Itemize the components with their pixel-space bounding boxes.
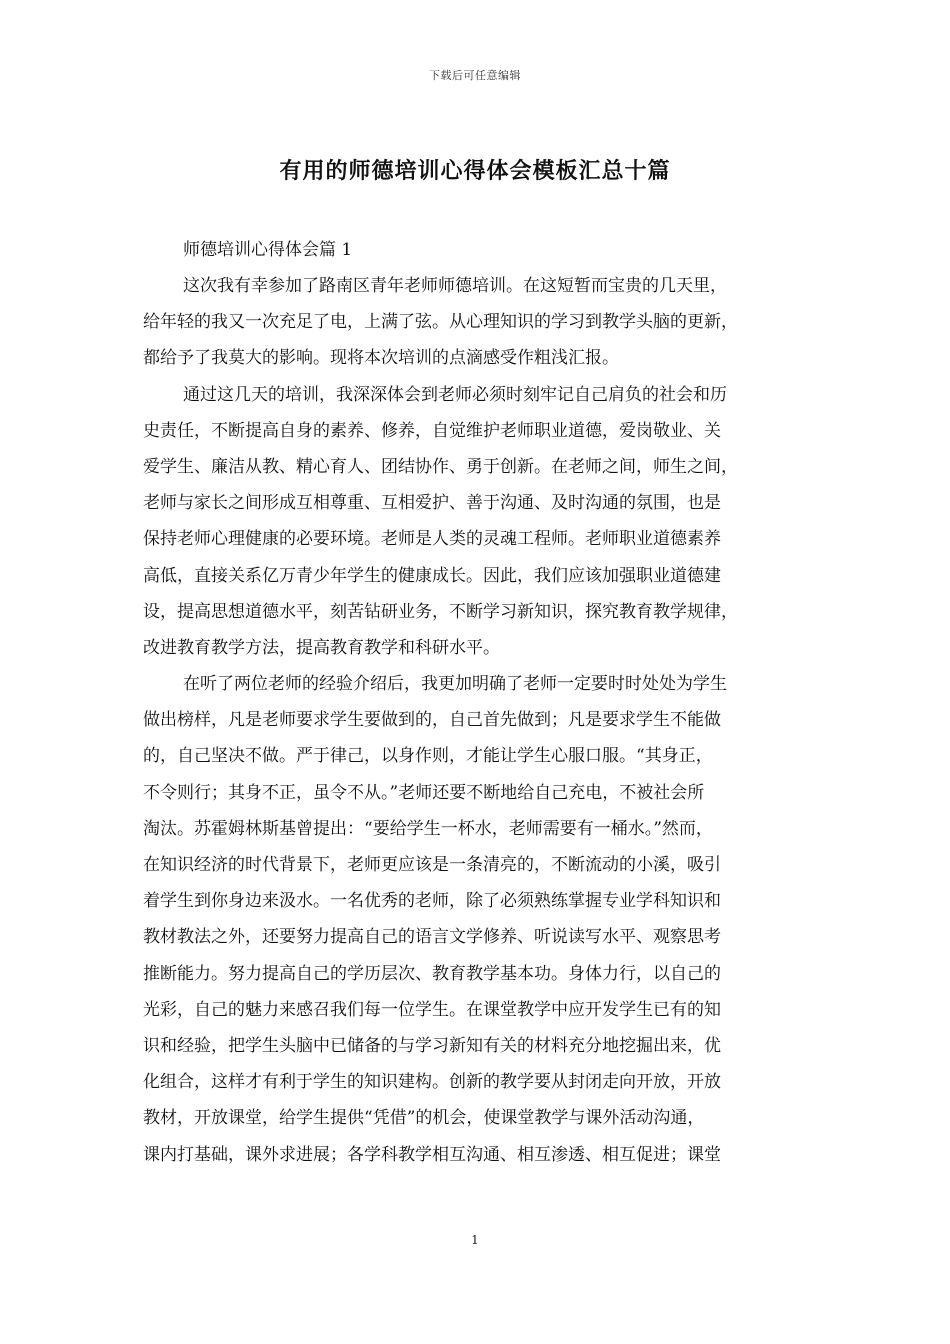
text-line: 光彩，自己的魅力来感召我们每一位学生。在课堂教学中应开发学生已有的知: [143, 999, 721, 1020]
text-line: 教材，开放课堂，给学生提供“凭借”的机会，使课堂教学与课外活动沟通，: [143, 1108, 705, 1129]
text-line: 都给予了我莫大的影响。现将本次培训的点滴感受作粗浅汇报。: [143, 348, 619, 369]
text-line: 爱学生、廉洁从教、精心育人、团结协作、勇于创新。在老师之间，师生之间，: [143, 456, 738, 477]
document-body: [143, 232, 819, 1173]
text-line: 教材教法之外，还要努力提高自己的语言文学修养、听说读写水平、观察思考: [143, 927, 721, 948]
text-line: 这次我有幸参加了路南区青年老师师德培训。在这短暂而宝贵的几天里，: [183, 276, 727, 296]
text-line: 通过这几天的培训，我深深体会到老师必须时刻牢记自己肩负的社会和历: [183, 384, 727, 405]
text-line: 不令则行；其身不正，虽令不从。”老师还要不断地给自己充电，不被社会所: [143, 782, 705, 803]
text-line: 着学生到你身边来汲水。一名优秀的老师，除了必须熟练掌握专业学科知识和: [143, 891, 721, 912]
text-line: 给年轻的我又一次充足了电，上满了弦。从心理知识的学习到教学头脑的更新，: [143, 312, 738, 333]
paragraph-3: [143, 666, 819, 1173]
text-line: 史责任，不断提高自身的素养、修养，自觉维护老师职业道德，爱岗敬业、关: [143, 420, 721, 441]
text-line: 老师与家长之间形成互相尊重、互相爱护、善于沟通、及时沟通的氛围，也是: [143, 493, 721, 514]
text-line: 做出榜样，凡是老师要求学生要做到的，自己首先做到；凡是要求学生不能做: [143, 710, 721, 731]
text-line: 在知识经济的时代背景下，老师更应该是一条清亮的，不断流动的小溪，吸引: [143, 855, 721, 875]
text-line: 淘汰。苏霍姆林斯基曾提出：“要给学生一杯水，老师需要有一桶水。”然而，: [143, 818, 713, 839]
text-line: 在听了两位老师的经验介绍后，我更加明确了老师一定要时时处处为学生: [183, 674, 727, 695]
section-heading: 师德培训心得体会篇 1: [183, 240, 353, 260]
page-number: 1: [471, 1233, 479, 1247]
paragraph-1: [143, 268, 819, 377]
text-line: 改进教育教学方法，提高教育教学和科研水平。: [143, 637, 500, 658]
text-line: 高低，直接关系亿万青少年学生的健康成长。因此，我们应该加强职业道德建: [143, 565, 721, 586]
text-line: 设，提高思想道德水平，刻苦钻研业务，不断学习新知识，探究教育教学规律，: [143, 601, 738, 622]
text-line: 识和经验，把学生头脑中已储备的与学习新知有关的材料充分地挖掘出来，优: [143, 1035, 721, 1056]
text-line: 课内打基础，课外求进展；各学科教学相互沟通、相互渗透、相互促进；课堂: [143, 1144, 721, 1165]
text-line: 的，自己坚决不做。严于律己，以身作则，才能让学生心服口服。“其身正，: [143, 746, 713, 767]
text-line: 化组合，这样才有利于学生的知识建构。创新的教学要从封闭走向开放，开放: [143, 1072, 721, 1093]
header-note: 下载后可任意编辑: [429, 69, 521, 82]
text-line: 保持老师心理健康的必要环境。老师是人类的灵魂工程师。老师职业道德素养: [143, 529, 721, 550]
paragraph-2: [143, 377, 819, 667]
text-line: 推断能力。努力提高自己的学历层次、教育教学基本功。身体力行，以自己的: [143, 963, 721, 984]
document-title: 有用的师德培训心得体会模板汇总十篇: [279, 158, 671, 184]
